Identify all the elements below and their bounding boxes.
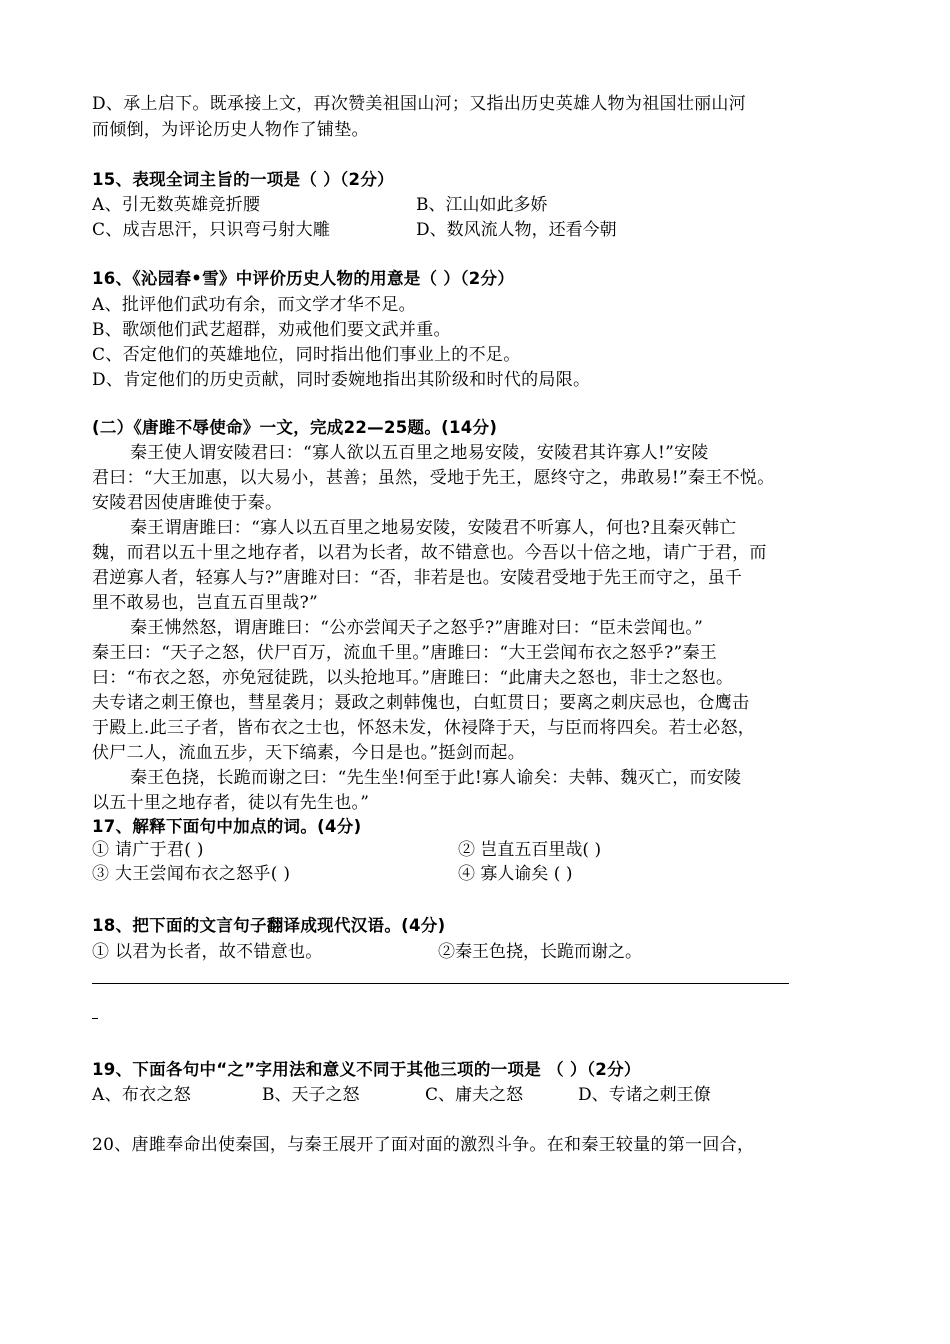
passage-line: 于殿上.此三子者，皆布衣之士也，怀怒未发，休祲降于天，与臣而将四矣。若士必怒，: [92, 718, 756, 738]
passage-line: 安陵君因使唐雎使于秦。: [92, 493, 283, 513]
question-15-title: 15、表现全词主旨的一项是（ ）（2分）: [92, 170, 394, 189]
passage-line: 秦王色挠，长跪而谢之曰：“先生坐!何至于此!寡人谕矣：夫韩、魏灭亡，而安陵: [130, 768, 742, 788]
passage-line: 伏尸二人，流血五步，天下缟素，今日是也。”挺剑而起。: [92, 743, 525, 763]
question-17-item-1: ① 请广于君( ): [92, 840, 204, 860]
question-17-item-2: ② 岂直五百里哉( ): [458, 840, 602, 860]
answer-line: [92, 983, 789, 984]
passage-line: 秦王谓唐雎曰：“寡人以五百里之地易安陵，安陵君不听寡人，何也?且秦灭韩亡: [130, 518, 737, 538]
question-15-option-a: A、引无数英雄竞折腰: [92, 195, 261, 215]
question-17-item-4: ④ 寡人谕矣 ( ): [458, 864, 573, 884]
question-17-title: 17、解释下面句中加点的词。(4分): [92, 817, 362, 836]
question-15-option-b: B、江山如此多娇: [416, 195, 548, 215]
passage-line: 夫专诸之刺王僚也，彗星袭月；聂政之刺韩傀也，白虹贯日；要离之刺庆忌也，仓鹰击: [92, 693, 750, 713]
passage-line: 君逆寡人者，轻寡人与?”唐雎对曰：“否，非若是也。安陵君受地于先王而守之，虽千: [92, 568, 743, 588]
passage-line: 秦王使人谓安陵君曰：“寡人欲以五百里之地易安陵，安陵君其许寡人!”安陵: [130, 443, 709, 463]
option-d-text-line2: 而倾倒，为评论历史人物作了铺垫。: [92, 120, 369, 140]
section-2-title: (二）《唐雎不辱使命》一文，完成22—25题。(14分): [92, 418, 498, 437]
answer-line-stub: [92, 1018, 98, 1019]
passage-line: 里不敢易也，岂直五百里哉?”: [92, 593, 319, 613]
question-18-item-2: ②秦王色挠，长跪而谢之。: [438, 942, 642, 962]
question-19-option-d: D、专诸之刺王僚: [578, 1085, 711, 1105]
option-d-text-line1: D、承上启下。既承接上文，再次赞美祖国山河；又指出历史英雄人物为祖国壮丽山河: [92, 94, 747, 114]
passage-line: 以五十里之地存者，徒以有先生也。”: [92, 793, 370, 813]
question-19-title: 19、下面各句中“之”字用法和意义不同于其他三项的一项是 （ ）（2分）: [92, 1060, 641, 1079]
question-18-title: 18、把下面的文言句子翻译成现代汉语。(4分): [92, 916, 446, 935]
question-16-option-b: B、歌颂他们武艺超群，劝戒他们要文武并重。: [92, 320, 451, 340]
passage-line: 秦王曰：“天子之怒，伏尸百万，流血千里。”唐雎曰：“大王尝闻布衣之怒乎?”秦王: [92, 643, 718, 663]
question-19-option-b: B、天子之怒: [262, 1085, 360, 1105]
question-18-item-1: ① 以君为长者，故不错意也。: [92, 942, 323, 962]
passage-line: 君曰：“大王加惠，以大易小，甚善；虽然，受地于先王，愿终守之，弗敢易!”秦王不悦。: [92, 468, 775, 488]
question-20-text: 20、唐雎奉命出使秦国，与秦王展开了面对面的激烈斗争。在和秦王较量的第一回合，: [92, 1135, 755, 1155]
passage-line: 曰：“布衣之怒，亦免冠徒跣，以头抢地耳。”唐雎曰：“此庸夫之怒也，非士之怒也。: [92, 668, 734, 688]
question-19-option-a: A、布衣之怒: [92, 1085, 192, 1105]
question-16-option-d: D、肯定他们的历史贡献，同时委婉地指出其阶级和时代的局限。: [92, 370, 591, 390]
passage-line: 魏，而君以五十里之地存者，以君为长者，故不错意也。今吾以十倍之地，请广于君，而: [92, 543, 767, 563]
question-17-item-3: ③ 大王尝闻布衣之怒乎( ): [92, 864, 291, 884]
question-16-option-c: C、否定他们的英雄地位，同时指出他们事业上的不足。: [92, 345, 521, 365]
question-15-option-c: C、成吉思汗，只识弯弓射大雕: [92, 220, 331, 240]
passage-line: 秦王怫然怒，谓唐雎曰：“公亦尝闻天子之怒乎?”唐雎对曰：“臣未尝闻也。”: [130, 618, 704, 638]
question-16-title: 16、《沁园春•雪》中评价历史人物的用意是（ ）（2分）: [92, 269, 515, 288]
question-15-option-d: D、数风流人物，还看今朝: [416, 220, 617, 240]
question-19-option-c: C、庸夫之怒: [425, 1085, 524, 1105]
question-16-option-a: A、批评他们武功有余，而文学才华不足。: [92, 295, 416, 315]
